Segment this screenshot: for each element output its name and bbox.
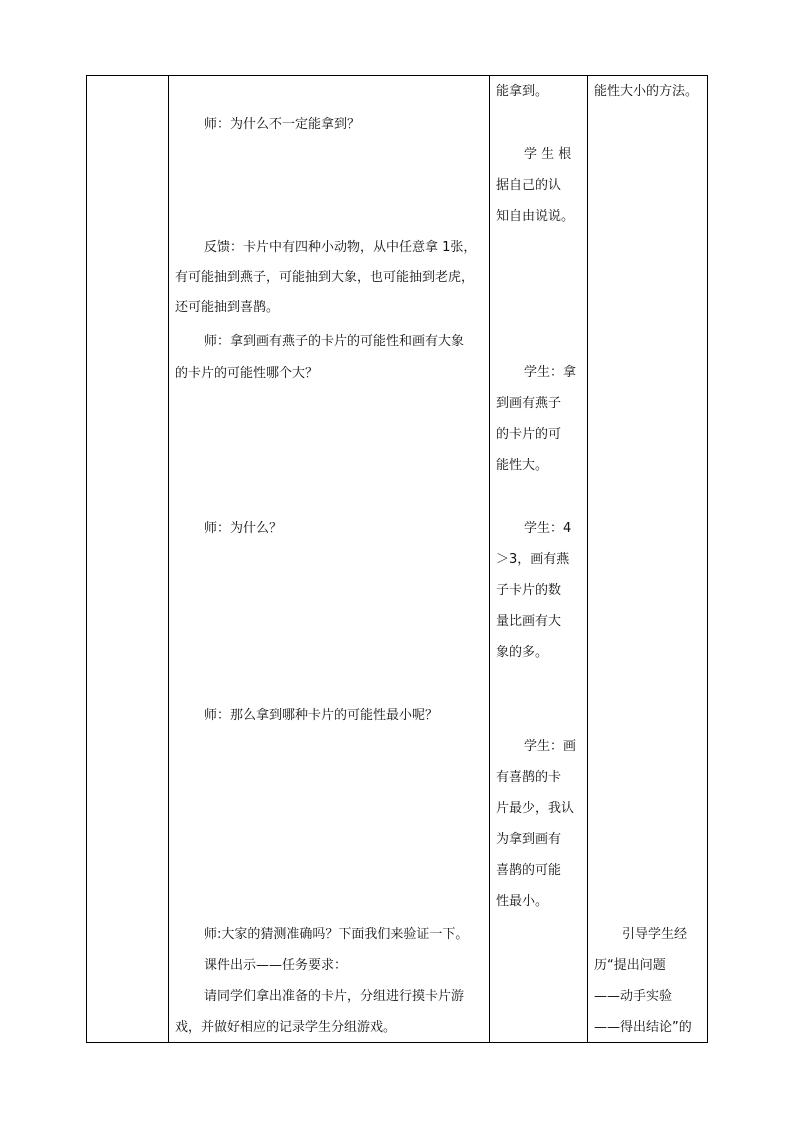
- student-line: 子卡片的数: [496, 583, 562, 598]
- student-line: 性最小。: [496, 894, 549, 909]
- intent-line: 引导学生经: [622, 927, 688, 942]
- column-divider: [168, 76, 169, 1042]
- teacher-line: 师：为什么？: [204, 521, 283, 536]
- student-line: 知自由说说。: [496, 209, 575, 224]
- teacher-line: 师：为什么不一定能拿到？: [204, 117, 361, 132]
- student-line: 据自己的认: [496, 178, 562, 193]
- student-line: 学生：4: [524, 521, 572, 536]
- student-line: 学生：画: [524, 739, 577, 754]
- student-line: ＞3，画有燕: [496, 552, 570, 567]
- student-line: 学 生 根: [524, 147, 572, 162]
- column-divider: [489, 76, 490, 1042]
- teacher-line: 的卡片的可能性哪个大？: [175, 366, 319, 381]
- teacher-line: 请同学们拿出准备的卡片，分组进行摸卡片游: [204, 989, 465, 1004]
- student-line: 象的多。: [496, 645, 549, 660]
- intent-line: 历“提出问题: [594, 958, 666, 973]
- student-line: 能性大。: [496, 458, 549, 473]
- intent-line: ——得出结论”的: [594, 1020, 692, 1035]
- teacher-line: 有可能抽到燕子，可能抽到大象，也可能抽到老虎，: [175, 270, 475, 285]
- teacher-line: 戏，并做好相应的记录学生分组游戏。: [175, 1020, 397, 1035]
- student-line: 的卡片的可: [496, 427, 562, 442]
- column-divider: [587, 76, 588, 1042]
- teacher-line: 师：拿到画有燕子的卡片的可能性和画有大象: [204, 334, 465, 349]
- student-line: 量比画有大: [496, 614, 562, 629]
- student-line: 到画有燕子: [496, 396, 562, 411]
- student-line: 为拿到画有: [496, 832, 562, 847]
- student-line: 学生：拿: [524, 365, 577, 380]
- lesson-plan-table: [86, 75, 708, 1043]
- intent-line: 能性大小的方法。: [594, 84, 699, 99]
- teacher-line: 还可能抽到喜鹊。: [175, 300, 280, 315]
- teacher-line: 师:大家的猜测准确吗？下面我们来验证一下。: [204, 927, 469, 942]
- teacher-line: 反馈：卡片中有四种小动物，从中任意拿 1张，: [204, 240, 477, 255]
- intent-line: ——动手实验: [594, 989, 673, 1004]
- student-line: 喜鹊的可能: [496, 863, 562, 878]
- student-line: 片最少，我认: [496, 801, 575, 816]
- teacher-line: 师：那么拿到哪种卡片的可能性最小呢？: [204, 708, 439, 723]
- student-line: 有喜鹊的卡: [496, 770, 562, 785]
- teacher-line: 课件出示——任务要求：: [204, 958, 348, 973]
- student-line: 能拿到。: [496, 84, 549, 99]
